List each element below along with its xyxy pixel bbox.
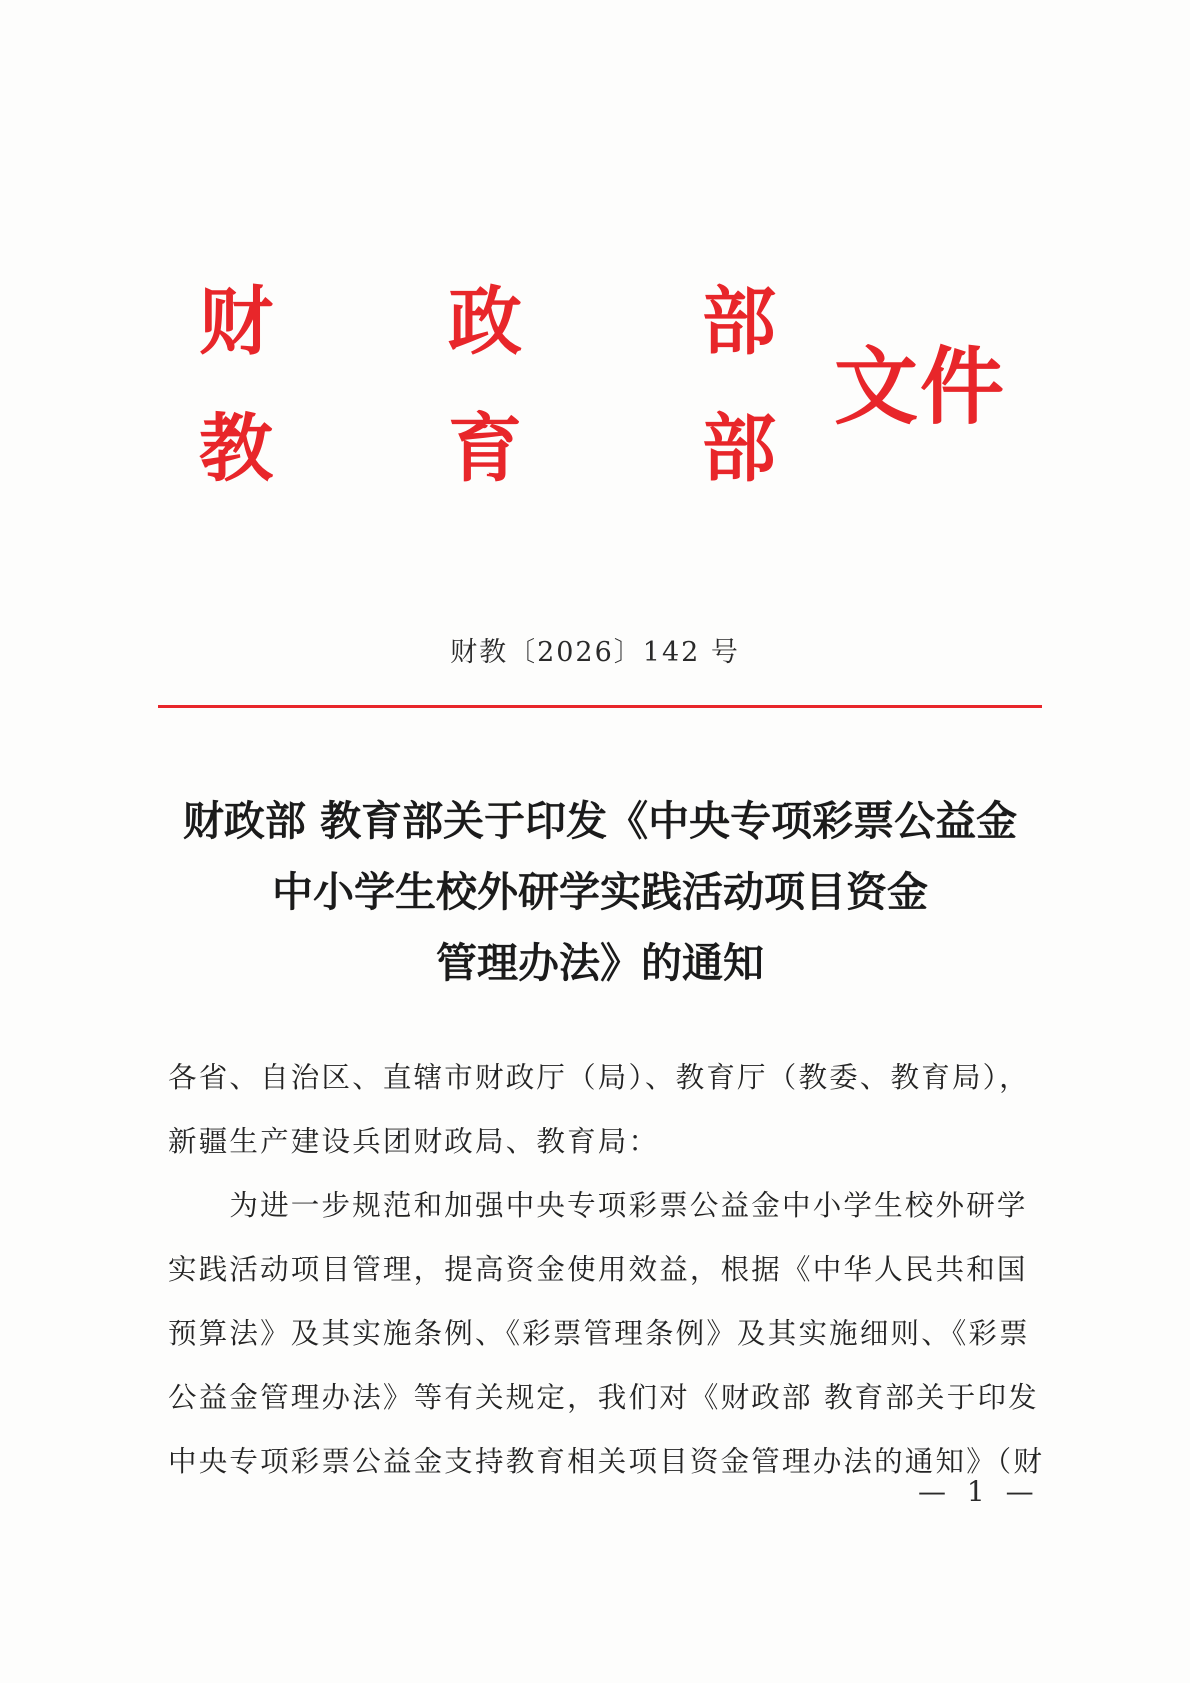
body-line: 预算法》及其实施条例、《彩票管理条例》及其实施细则、《彩票	[168, 1317, 1030, 1350]
title-line: 中小学生校外研学实践活动项目资金	[272, 868, 928, 916]
header-wenjian: 文件	[834, 337, 1007, 436]
red-divider-line	[158, 705, 1042, 708]
header-char: 部	[702, 279, 776, 365]
body-line: 实践活动项目管理，提高资金使用效益，根据《中华人民共和国	[168, 1253, 1028, 1286]
title-line: 财政部 教育部关于印发《中央专项彩票公益金	[182, 797, 1018, 845]
document-number: 财教〔2026〕142 号	[450, 637, 740, 668]
body-line: 各省、自治区、直辖市财政厅（局）、教育厅（教委、教育局），	[168, 1061, 1030, 1094]
body-line: 新疆生产建设兵团财政局、教育局：	[168, 1125, 660, 1158]
body-line: 为进一步规范和加强中央专项彩票公益金中小学生校外研学	[168, 1189, 1028, 1222]
header-char: 部	[702, 406, 776, 492]
body-line: 公益金管理办法》等有关规定，我们对《财政部 教育部关于印发	[168, 1381, 1039, 1414]
header-char: 财	[199, 279, 273, 365]
document-title	[150, 786, 1050, 999]
page-number: — 1 —	[918, 1475, 1040, 1508]
body-line: 中央专项彩票公益金支持教育相关项目资金管理办法的通知》（财	[168, 1445, 1045, 1478]
title-line: 管理办法》的通知	[436, 939, 764, 987]
header-char: 育	[448, 406, 522, 492]
header-char: 政	[448, 279, 522, 365]
header-char: 教	[199, 406, 273, 492]
